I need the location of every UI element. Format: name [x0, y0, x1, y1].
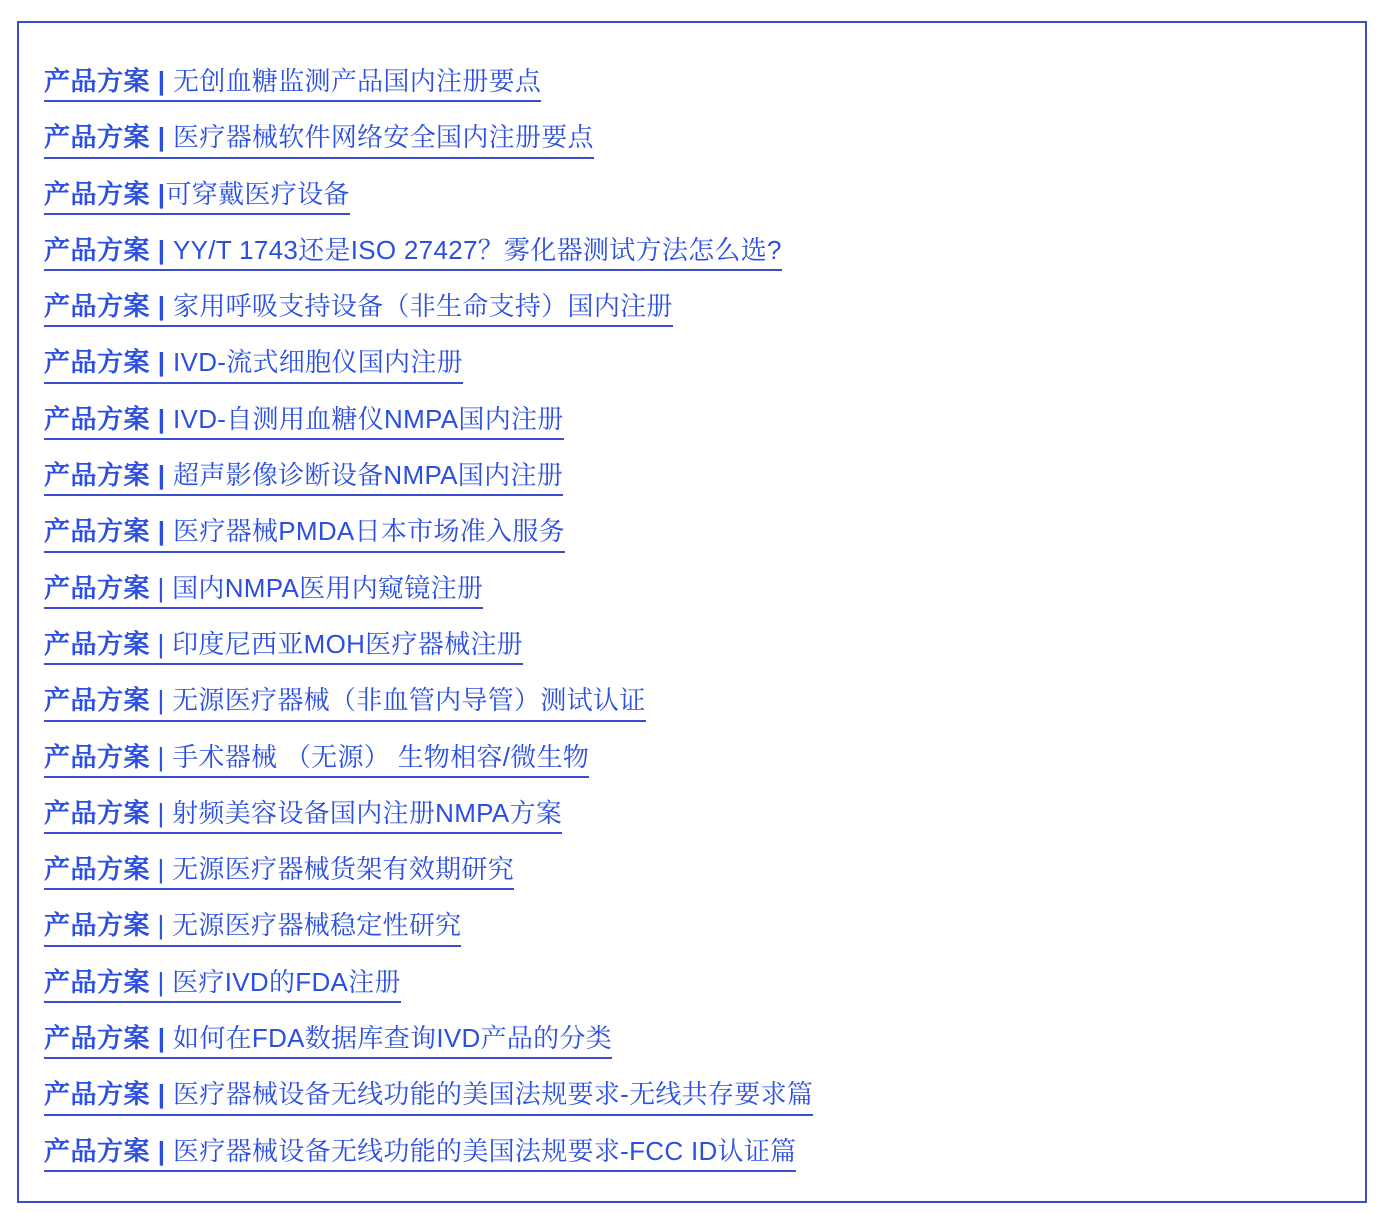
article-link[interactable] — [44, 856, 514, 890]
link-category-prefix: 产品方案 | — [44, 460, 166, 491]
article-link-row — [44, 124, 1335, 158]
link-category-prefix: 产品方案 | — [44, 234, 166, 265]
link-category-prefix: 产品方案 — [44, 741, 151, 772]
article-link[interactable] — [44, 68, 541, 102]
article-link[interactable] — [44, 1025, 612, 1059]
article-link[interactable] — [44, 349, 463, 383]
link-category-prefix: 产品方案 | — [44, 1023, 166, 1054]
link-category-prefix: 产品方案 — [44, 628, 151, 659]
link-title: | 手术器械 （无源） 生物相容/微生物 — [150, 741, 590, 772]
article-link-row — [44, 403, 1335, 440]
link-title: 如何在FDA数据库查询IVD产品的分类 — [165, 1023, 613, 1054]
link-category-prefix: 产品方案 | — [44, 403, 166, 434]
article-link-row — [44, 1081, 1335, 1115]
link-category-prefix: 产品方案 — [44, 966, 151, 997]
article-link[interactable] — [44, 293, 673, 327]
article-link-row — [44, 741, 1335, 778]
article-links-panel — [17, 21, 1367, 1203]
link-title: | 无源医疗器械（非血管内导管）测试认证 — [150, 685, 646, 716]
link-category-prefix: 产品方案 | — [44, 1079, 166, 1110]
link-category-prefix: 产品方案 — [44, 572, 151, 603]
article-link-row — [44, 856, 1335, 890]
article-link-row — [44, 518, 1335, 552]
article-link[interactable] — [44, 741, 590, 778]
link-title: 超声影像诊断设备NMPA国内注册 — [165, 460, 564, 491]
article-link-row — [44, 966, 1335, 1003]
article-link-row — [44, 797, 1335, 834]
link-title: | 国内NMPA医用内窥镜注册 — [150, 572, 484, 603]
link-category-prefix: 产品方案 | — [44, 66, 166, 96]
article-link[interactable] — [44, 403, 564, 440]
article-link[interactable] — [44, 572, 484, 609]
link-category-prefix: 产品方案 | — [44, 178, 166, 209]
link-title: IVD-自测用血糖仪NMPA国内注册 — [165, 403, 564, 434]
link-title: 医疗器械设备无线功能的美国法规要求-FCC ID认证篇 — [165, 1135, 797, 1166]
article-link-row — [44, 628, 1335, 665]
article-link-row — [44, 1025, 1335, 1059]
article-link-row — [44, 293, 1335, 327]
article-link-row — [44, 234, 1335, 271]
link-title: 家用呼吸支持设备（非生命支持）国内注册 — [165, 291, 673, 322]
link-category-prefix: 产品方案 — [44, 854, 151, 885]
article-link[interactable] — [44, 518, 565, 552]
article-link[interactable] — [44, 912, 461, 946]
article-link-row — [44, 1135, 1335, 1172]
article-link[interactable] — [44, 462, 563, 496]
article-link-row — [44, 178, 1335, 215]
link-title: 无创血糖监测产品国内注册要点 — [165, 66, 542, 96]
link-title: 可穿戴医疗设备 — [165, 178, 350, 209]
article-link[interactable] — [44, 966, 401, 1003]
link-title: IVD-流式细胞仪国内注册 — [165, 347, 463, 378]
link-category-prefix: 产品方案 | — [44, 291, 166, 322]
article-link-row — [44, 349, 1335, 383]
link-category-prefix: 产品方案 — [44, 685, 151, 716]
link-category-prefix: 产品方案 | — [44, 347, 166, 378]
article-link[interactable] — [44, 797, 563, 834]
article-link[interactable] — [44, 687, 646, 721]
link-category-prefix: 产品方案 — [44, 797, 151, 828]
article-link[interactable] — [44, 124, 594, 158]
link-title: YY/T 1743还是ISO 27427？雾化器测试方法怎么选? — [165, 234, 782, 265]
link-category-prefix: 产品方案 | — [44, 122, 166, 153]
link-title: | 印度尼西亚MOH医疗器械注册 — [150, 628, 523, 659]
article-link[interactable] — [44, 234, 782, 271]
link-title: | 无源医疗器械稳定性研究 — [150, 910, 462, 941]
link-title: | 射频美容设备国内注册NMPA方案 — [150, 797, 563, 828]
article-link[interactable] — [44, 178, 350, 215]
link-category-prefix: 产品方案 | — [44, 1135, 166, 1166]
article-link[interactable] — [44, 1135, 797, 1172]
link-title: 医疗器械软件网络安全国内注册要点 — [165, 122, 594, 153]
article-link-row — [44, 687, 1335, 721]
link-title: 医疗器械设备无线功能的美国法规要求-无线共存要求篇 — [165, 1079, 814, 1110]
article-link-row — [44, 462, 1335, 496]
link-category-prefix: 产品方案 | — [44, 516, 166, 547]
article-link-row — [44, 68, 1335, 102]
link-title: 医疗器械PMDA日本市场准入服务 — [165, 516, 565, 547]
link-title: | 医疗IVD的FDA注册 — [150, 966, 401, 997]
article-link-row — [44, 572, 1335, 609]
article-link[interactable] — [44, 1081, 813, 1115]
link-category-prefix: 产品方案 — [44, 910, 151, 941]
article-link[interactable] — [44, 628, 523, 665]
article-link-row — [44, 912, 1335, 946]
link-title: | 无源医疗器械货架有效期研究 — [150, 854, 515, 885]
